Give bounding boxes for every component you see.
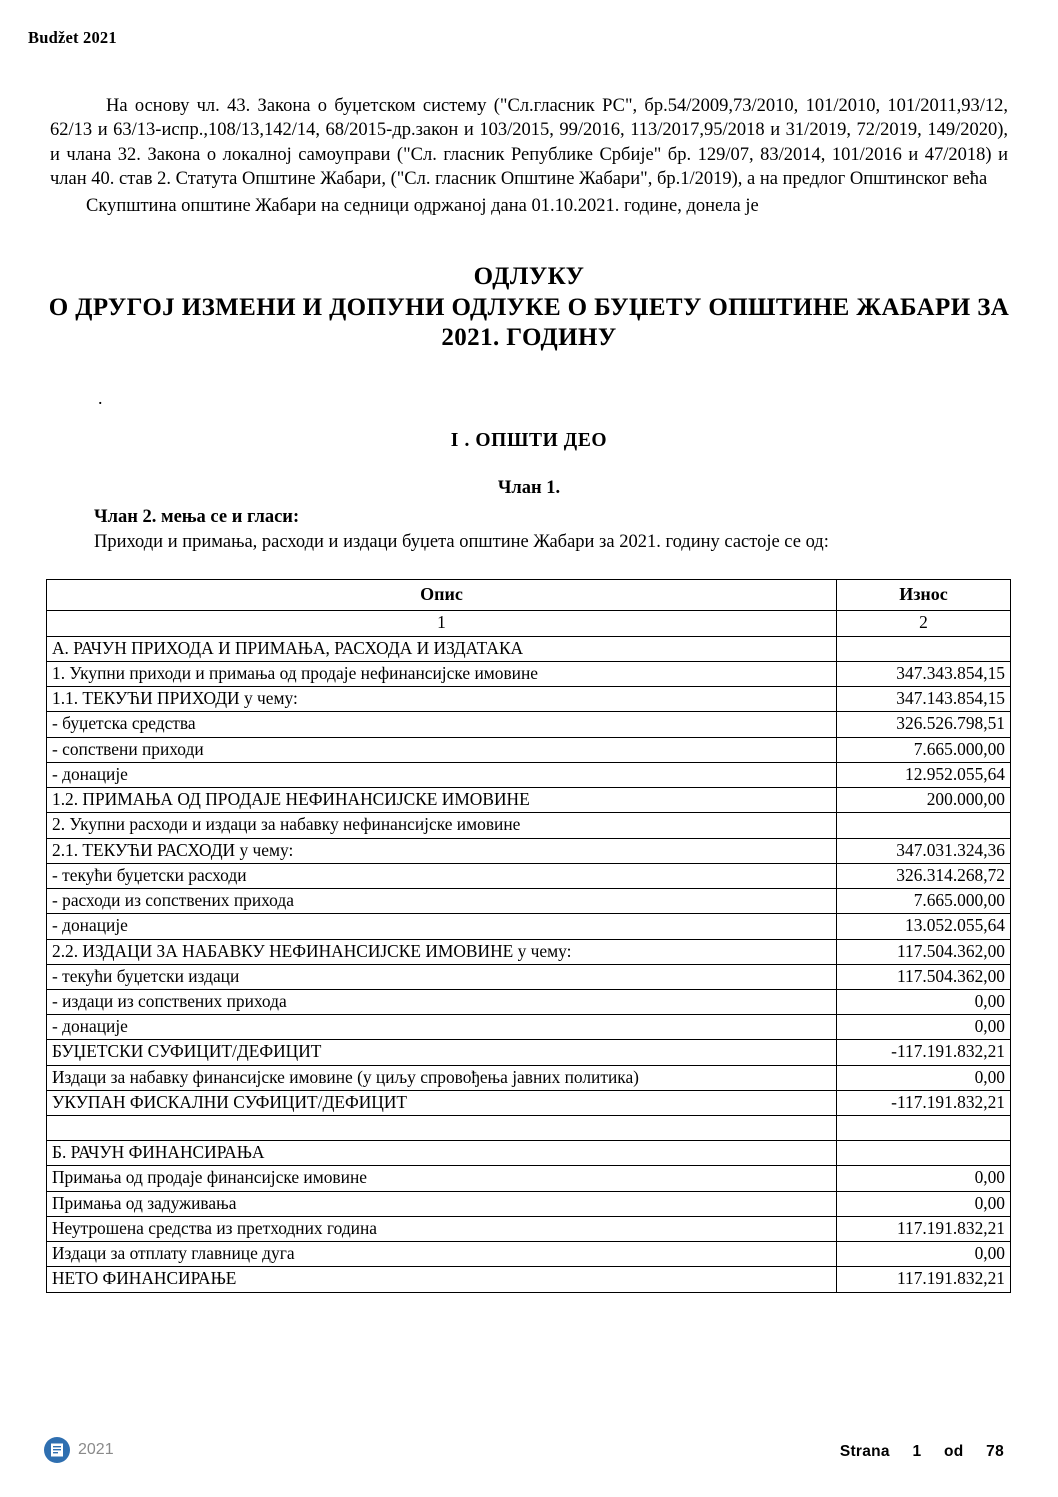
row-amount: 347.343.854,15 [837, 661, 1011, 686]
document-title [46, 262, 1012, 354]
table-column-number-row [47, 611, 1011, 636]
row-description: 1.1. ТЕКУЋИ ПРИХОДИ у чему: [47, 687, 837, 712]
summary-line: Приходи и примања, расходи и издаци буџета општине Жабари за 2021. годину састоје се од: [94, 531, 829, 552]
row-amount: 117.504.362,00 [837, 964, 1011, 989]
row-description: - донације [47, 762, 837, 787]
table-row [47, 1191, 1011, 1216]
row-amount [837, 636, 1011, 661]
table-row [47, 990, 1011, 1015]
row-amount: 0,00 [837, 1015, 1011, 1040]
row-description: Примања од задуживања [47, 1191, 837, 1216]
row-amount: 326.526.798,51 [837, 712, 1011, 737]
row-description: 1.2. ПРИМАЊА ОД ПРОДАЈЕ НЕФИНАНСИЈСКЕ ИМОВИНЕ [47, 788, 837, 813]
row-description: 2. Укупни расходи и издаци за набавку нефинансијске имовине [47, 813, 837, 838]
footer-year-label: 2021 [78, 1441, 114, 1458]
document-header-label: Budžet 2021 [28, 28, 117, 47]
table-row [47, 1166, 1011, 1191]
section-heading: I . ОПШТИ ДЕО [450, 429, 608, 451]
table-row [47, 1216, 1011, 1241]
row-amount [837, 1141, 1011, 1166]
row-amount: 326.314.268,72 [837, 863, 1011, 888]
table-row [47, 838, 1011, 863]
row-amount: 0,00 [837, 1065, 1011, 1090]
row-amount [837, 1116, 1011, 1141]
row-description: - сопствени приходи [47, 737, 837, 762]
table-row [47, 636, 1011, 661]
table-row [47, 1267, 1011, 1292]
table-row [47, 737, 1011, 762]
title-line-1: ОДЛУКУ [473, 263, 585, 291]
row-description: - расходи из сопствених прихода [47, 889, 837, 914]
footer-page-of: od [944, 1443, 964, 1460]
table-row [47, 813, 1011, 838]
table-row [47, 1015, 1011, 1040]
table-row [47, 661, 1011, 686]
row-amount: 12.952.055,64 [837, 762, 1011, 787]
row-description: Издаци за набавку финансијске имовине (у циљу спровођења јавних политика) [47, 1065, 837, 1090]
table-row [47, 1242, 1011, 1267]
row-amount: 117.191.832,21 [837, 1216, 1011, 1241]
table-row [47, 964, 1011, 989]
row-description: - текући буџетски издаци [47, 964, 837, 989]
row-description: 1. Укупни приходи и примања од продаје нефинансијске имовине [47, 661, 837, 686]
row-amount: 0,00 [837, 1242, 1011, 1267]
row-amount: 117.504.362,00 [837, 939, 1011, 964]
article-heading: Члан 1. [497, 477, 561, 498]
footer-logo [44, 1437, 114, 1463]
row-description: - текући буџетски расходи [47, 863, 837, 888]
row-description: НЕТО ФИНАНСИРАЊЕ [47, 1267, 837, 1292]
footer-pagination [840, 1443, 1004, 1461]
row-description: А. РАЧУН ПРИХОДА И ПРИМАЊА, РАСХОДА И ИЗДАТАКА [47, 636, 837, 661]
row-amount: 347.143.854,15 [837, 687, 1011, 712]
table-row [47, 863, 1011, 888]
row-description: - буџетска средства [47, 712, 837, 737]
table-row [47, 788, 1011, 813]
table-row [47, 1090, 1011, 1115]
row-description: Б. РАЧУН ФИНАНСИРАЊА [47, 1141, 837, 1166]
table-row [47, 712, 1011, 737]
intro-paragraph-1: На основу чл. 43. Закона о буџетском систему ("Сл.гласник РС", бр.54/2009,73/2010, 101/2010, 101/2011,93/12, 62/13 и 63/13-испр.,108/13,142/14, 68/2015-др.закон и 103/2015, 99/2016, 113/2017,95/2018 и 31/2019, 72/2019, 149/2020), и члана 32. Закона о локалној самоуправи ("Сл. гласник Републике Србије" бр. 129/07, 83/2014, 101/2016 и 47/2018) и члан 40. став 2. Статута Општине Жабари, ("Сл. гласник Општине Жабари", бр.1/2019), а на предлог Општинског већа [50, 96, 1008, 190]
row-description: УКУПАН ФИСКАЛНИ СУФИЦИТ/ДЕФИЦИТ [47, 1090, 837, 1115]
table-row [47, 1116, 1011, 1141]
row-description [47, 1116, 837, 1141]
row-amount: 117.191.832,21 [837, 1267, 1011, 1292]
table-header-row [47, 579, 1011, 611]
row-amount: 347.031.324,36 [837, 838, 1011, 863]
table-row [47, 687, 1011, 712]
row-amount: 0,00 [837, 1191, 1011, 1216]
row-description: - донације [47, 1015, 837, 1040]
column-header-amount: Износ [837, 579, 1011, 611]
table-row [47, 1040, 1011, 1065]
footer-page-number: 1 [912, 1443, 922, 1460]
column-number-1: 1 [47, 611, 837, 636]
row-description: БУЏЕТСКИ СУФИЦИТ/ДЕФИЦИТ [47, 1040, 837, 1065]
row-amount [837, 813, 1011, 838]
row-amount: -117.191.832,21 [837, 1040, 1011, 1065]
row-amount: 0,00 [837, 1166, 1011, 1191]
table-row [47, 939, 1011, 964]
document-badge-icon [44, 1437, 70, 1463]
row-amount: 7.665.000,00 [837, 889, 1011, 914]
row-description: 2.2. ИЗДАЦИ ЗА НАБАВКУ НЕФИНАНСИЈСКЕ ИМОВИНЕ у чему: [47, 939, 837, 964]
footer-page-total: 78 [986, 1443, 1004, 1460]
table-row [47, 1141, 1011, 1166]
page-footer [0, 1423, 1058, 1463]
row-amount: 13.052.055,64 [837, 914, 1011, 939]
row-description: 2.1. ТЕКУЋИ РАСХОДИ у чему: [47, 838, 837, 863]
row-description: - донације [47, 914, 837, 939]
budget-table [46, 579, 1011, 1293]
row-amount: 200.000,00 [837, 788, 1011, 813]
table-row [47, 914, 1011, 939]
intro-paragraph-2: Скупштина општине Жабари на седници одржаној дана 01.10.2021. године, донела је [86, 195, 759, 216]
row-amount: -117.191.832,21 [837, 1090, 1011, 1115]
row-amount: 0,00 [837, 990, 1011, 1015]
column-header-description: Опис [47, 579, 837, 611]
row-amount: 7.665.000,00 [837, 737, 1011, 762]
row-description: Неутрошена средства из претходних година [47, 1216, 837, 1241]
row-description: Издаци за отплату главнице дуга [47, 1242, 837, 1267]
stray-dot: . [98, 387, 103, 408]
amendment-line: Члан 2. мења се и гласи: [94, 506, 300, 527]
row-description: Примања од продаје финансијске имовине [47, 1166, 837, 1191]
table-head [47, 579, 1011, 636]
footer-page-label: Strana [839, 1443, 890, 1460]
table-body [47, 636, 1011, 1292]
title-line-2: О ДРУГОЈ ИЗМЕНИ И ДОПУНИ ОДЛУКЕ О БУЏЕТУ ОПШТИНЕ ЖАБАРИ ЗА 2021. ГОДИНУ [48, 293, 1010, 352]
row-description: - издаци из сопствених прихода [47, 990, 837, 1015]
column-number-2: 2 [837, 611, 1011, 636]
table-row [47, 889, 1011, 914]
intro-block [50, 94, 1008, 218]
table-row [47, 762, 1011, 787]
table-row [47, 1065, 1011, 1090]
